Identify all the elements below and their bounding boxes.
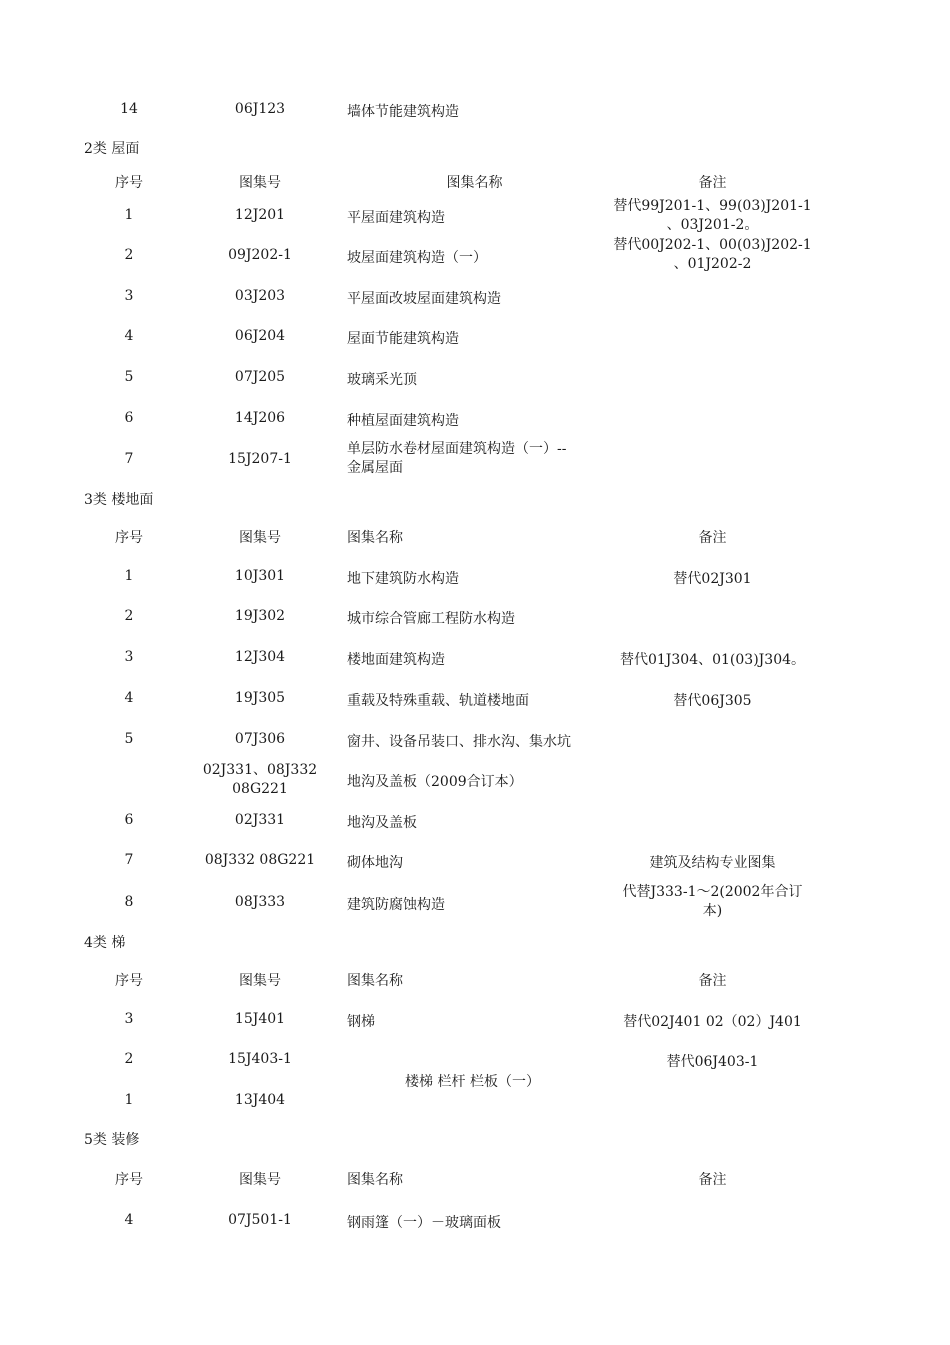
row-note-line: 替代00J202-1、00(03)J202-1 xyxy=(613,237,812,253)
row-code-line: 02J331、08J332 xyxy=(202,762,318,778)
row-name-line: 金属屋面 xyxy=(347,460,403,476)
row-no: 6 xyxy=(124,410,134,426)
row-name: 地沟及盖板（2009合订本） xyxy=(347,774,523,790)
row-note xyxy=(600,197,825,235)
section-title: 3类 楼地面 xyxy=(84,492,154,508)
row-no: 3 xyxy=(124,649,134,665)
row-no: 3 xyxy=(124,288,134,304)
row-no: 7 xyxy=(124,451,134,467)
row-name: 钢梯 xyxy=(347,1014,375,1030)
row-code: 07J306 xyxy=(234,731,286,747)
row-name: 地沟及盖板 xyxy=(347,815,417,831)
row-note xyxy=(600,236,825,274)
row-no: 5 xyxy=(124,369,134,385)
row-name: 钢雨篷（一）－玻璃面板 xyxy=(347,1215,501,1231)
row-no: 7 xyxy=(124,852,134,868)
row-name: 地下建筑防水构造 xyxy=(347,571,459,587)
row-note-line: 代替J333-1～2(2002年合订 xyxy=(622,884,803,900)
row-code-line: 08G221 xyxy=(232,781,288,797)
row-code: 14J206 xyxy=(234,410,286,426)
row-code: 15J207-1 xyxy=(228,451,292,467)
header-name: 图集名称 xyxy=(347,530,403,546)
row-no: 2 xyxy=(124,1051,134,1067)
row-code: 15J403-1 xyxy=(228,1051,292,1067)
row-name: 平屋面改坡屋面建筑构造 xyxy=(347,291,501,307)
header-code: 图集号 xyxy=(239,1172,281,1188)
row-name: 建筑防腐蚀构造 xyxy=(347,897,445,913)
row-note: 替代02J301 xyxy=(673,571,752,587)
row-no: 8 xyxy=(124,894,134,910)
section-title: 2类 屋面 xyxy=(84,141,140,157)
row-name: 坡屋面建筑构造（一） xyxy=(347,250,487,266)
row-no: 1 xyxy=(124,207,134,223)
row-name: 屋面节能建筑构造 xyxy=(347,331,459,347)
row-no: 14 xyxy=(120,101,138,117)
header-name: 图集名称 xyxy=(347,1172,403,1188)
row-code: 12J304 xyxy=(234,649,286,665)
section-title: 4类 梯 xyxy=(84,935,126,951)
row-code: 09J202-1 xyxy=(228,247,292,263)
row-name: 城市综合管廊工程防水构造 xyxy=(347,611,515,627)
header-name: 图集名称 xyxy=(446,175,503,191)
row-note: 替代01J304、01(03)J304。 xyxy=(619,652,806,668)
row-no: 2 xyxy=(124,247,134,263)
row-name: 砌体地沟 xyxy=(347,855,403,871)
header-no: 序号 xyxy=(115,1172,143,1188)
header-code: 图集号 xyxy=(239,175,281,191)
row-code: 06J204 xyxy=(234,328,286,344)
row-code: 07J205 xyxy=(234,369,286,385)
row-name: 楼地面建筑构造 xyxy=(347,652,445,668)
header-no: 序号 xyxy=(115,530,143,546)
row-no: 3 xyxy=(124,1011,134,1027)
row-code xyxy=(195,761,325,799)
row-no: 6 xyxy=(124,812,134,828)
row-note: 替代06J305 xyxy=(673,693,752,709)
row-name-line: 单层防水卷材屋面建筑构造（一）-- xyxy=(347,441,567,457)
merged-name-cell: 楼梯 栏杆 栏板（一） xyxy=(405,1074,540,1090)
row-note: 替代06J403-1 xyxy=(666,1054,759,1070)
row-no: 1 xyxy=(124,1092,134,1108)
row-name: 重载及特殊重载、轨道楼地面 xyxy=(347,693,529,709)
row-code: 19J302 xyxy=(234,608,286,624)
row-code: 19J305 xyxy=(234,690,286,706)
header-code: 图集号 xyxy=(239,530,281,546)
row-no: 1 xyxy=(124,568,134,584)
header-no: 序号 xyxy=(115,175,143,191)
row-name: 平屋面建筑构造 xyxy=(347,210,445,226)
row-code: 13J404 xyxy=(234,1092,286,1108)
row-no: 4 xyxy=(124,690,134,706)
row-no: 4 xyxy=(124,328,134,344)
row-code: 12J201 xyxy=(234,207,286,223)
row-name xyxy=(347,440,622,478)
row-code: 10J301 xyxy=(234,568,286,584)
row-code: 02J331 xyxy=(234,812,286,828)
header-code: 图集号 xyxy=(239,973,281,989)
row-no: 5 xyxy=(124,731,134,747)
row-note-line: 本) xyxy=(702,903,723,919)
row-no: 2 xyxy=(124,608,134,624)
header-note: 备注 xyxy=(698,175,727,191)
row-name: 种植屋面建筑构造 xyxy=(347,413,459,429)
row-note-line: 、01J202-2 xyxy=(673,256,752,272)
row-code: 07J501-1 xyxy=(228,1212,292,1228)
row-code: 08J333 xyxy=(234,894,286,910)
row-note-line: 替代99J201-1、99(03)J201-1 xyxy=(613,198,812,214)
header-no: 序号 xyxy=(115,973,143,989)
row-code: 08J332 08G221 xyxy=(204,852,316,868)
row-name: 玻璃采光顶 xyxy=(347,372,417,388)
row-name: 窗井、设备吊装口、排水沟、集水坑 xyxy=(347,734,571,750)
section-title: 5类 装修 xyxy=(84,1132,140,1148)
header-name: 图集名称 xyxy=(347,973,403,989)
row-code: 03J203 xyxy=(234,288,286,304)
row-code: 15J401 xyxy=(234,1011,286,1027)
header-note: 备注 xyxy=(698,530,727,546)
row-note: 建筑及结构专业图集 xyxy=(649,855,776,871)
header-note: 备注 xyxy=(698,973,727,989)
row-note xyxy=(600,883,825,921)
row-code: 06J123 xyxy=(234,101,286,117)
row-note: 替代02J401 02（02）J401 xyxy=(623,1014,802,1030)
row-note-line: 、03J201-2。 xyxy=(666,217,759,233)
row-no: 4 xyxy=(124,1212,134,1228)
header-note: 备注 xyxy=(698,1172,727,1188)
row-name: 墙体节能建筑构造 xyxy=(347,104,459,120)
